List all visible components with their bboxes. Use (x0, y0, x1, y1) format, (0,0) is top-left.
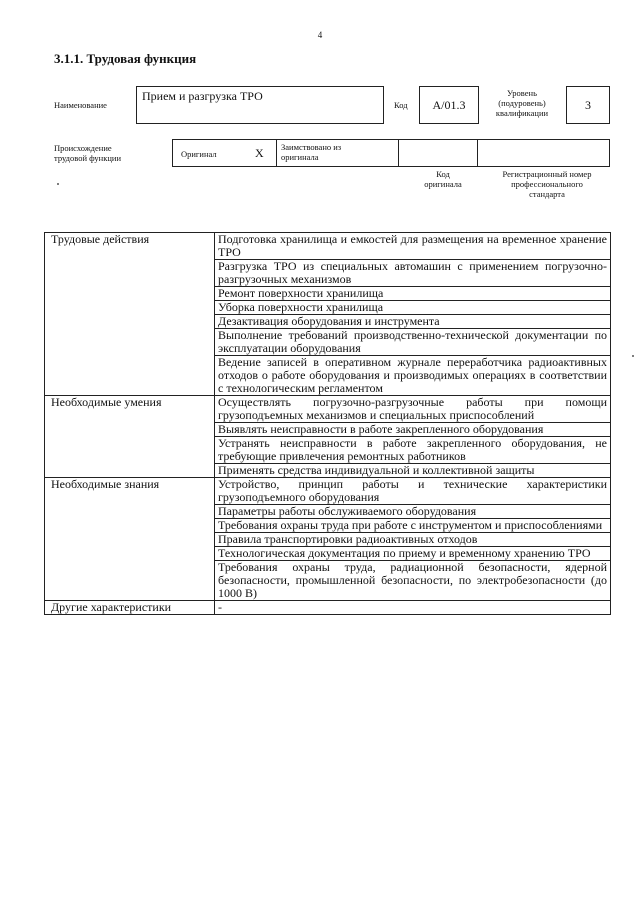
level-value: 3 (585, 98, 591, 112)
item-cell: Разгрузка ТРО из специальных автомашин с применением погрузочно-разгрузочных механизмов (215, 260, 611, 287)
category-cell: Необходимые знания (45, 478, 215, 601)
borrowed-label-line: Заимствовано из (281, 142, 342, 152)
item-cell: Дезактивация оборудования и инструмента (215, 315, 611, 329)
scan-speck (57, 183, 59, 185)
item-cell: Ремонт поверхности хранилища (215, 287, 611, 301)
divider (477, 140, 478, 166)
code-value: А/01.3 (432, 98, 466, 112)
level-label-line: (подуровень) (498, 98, 546, 108)
category-cell: Другие характеристики (45, 601, 215, 615)
name-label: Наименование (54, 100, 107, 110)
reg-number-label-line: стандарта (529, 189, 565, 199)
borrowed-label-line: оригинала (281, 152, 319, 162)
origin-label-line: трудовой функции (54, 153, 121, 163)
category-cell: Необходимые умения (45, 396, 215, 478)
orig-code-label-line: Код (436, 169, 450, 179)
table-row (45, 396, 611, 423)
divider (276, 140, 277, 166)
origin-box (172, 139, 610, 167)
item-cell: Правила транспортировки радиоактивных отходов (215, 533, 611, 547)
table-row (45, 478, 611, 505)
category-cell: Трудовые действия (45, 233, 215, 396)
scan-speck (632, 355, 634, 357)
item-cell: Устранять неисправности в работе закрепленного оборудования, не требующие привлечения ремонтных работников (215, 437, 611, 464)
origin-label (54, 143, 121, 163)
reg-number-label-line: Регистрационный номер (502, 169, 592, 179)
item-cell: - (215, 601, 611, 615)
item-cell: Применять средства индивидуальной и коллективной защиты (215, 464, 611, 478)
section-heading: 3.1.1. Трудовая функция (54, 51, 197, 66)
item-cell: Ведение записей в оперативном журнале переработчика радиоактивных отходов о работе оборудования и производимых операциях в соответствии с технологическим регламентом (215, 356, 611, 396)
item-cell: Технологическая документация по приему и временному хранению ТРО (215, 547, 611, 561)
level-label (484, 88, 560, 118)
labor-function-table (44, 232, 611, 615)
orig-code-label (404, 169, 482, 189)
orig-code-label-line: оригинала (424, 179, 462, 189)
original-mark: X (255, 146, 264, 160)
level-label-line: квалификации (495, 108, 549, 118)
item-cell: Уборка поверхности хранилища (215, 301, 611, 315)
name-field (136, 86, 384, 124)
item-cell: Требования охраны труда, радиационной безопасности, ядерной безопасности, промышленной безопасности, по электробезопасности (до 1000 В) (215, 561, 611, 601)
page-number: 4 (317, 30, 323, 40)
item-cell: Осуществлять погрузочно-разгрузочные работы при помощи грузоподъемных механизмов и специальных приспособлений (215, 396, 611, 423)
origin-label-line: Происхождение (54, 143, 112, 153)
reg-number-label-line: профессионального (511, 179, 583, 189)
name-value: Прием и разгрузка ТРО (142, 89, 263, 103)
level-label-line: Уровень (507, 88, 537, 98)
divider (398, 140, 399, 166)
item-cell: Выявлять неисправности в работе закрепленного оборудования (215, 423, 611, 437)
table-row (45, 601, 611, 615)
item-cell: Выполнение требований производственно-технической документации по эксплуатации оборудования (215, 329, 611, 356)
item-cell: Устройство, принцип работы и технические характеристики грузоподъемного оборудования (215, 478, 611, 505)
item-cell: Подготовка хранилища и емкостей для размещения на временное хранение ТРО (215, 233, 611, 260)
item-cell: Требования охраны труда при работе с инструментом и приспособлениями (215, 519, 611, 533)
original-label: Оригинал (181, 149, 217, 159)
level-field (566, 86, 610, 124)
table-row (45, 233, 611, 260)
code-field (419, 86, 479, 124)
borrowed-label (281, 142, 341, 162)
code-label: Код (394, 100, 408, 110)
reg-number-label (484, 169, 610, 199)
item-cell: Параметры работы обслуживаемого оборудования (215, 505, 611, 519)
